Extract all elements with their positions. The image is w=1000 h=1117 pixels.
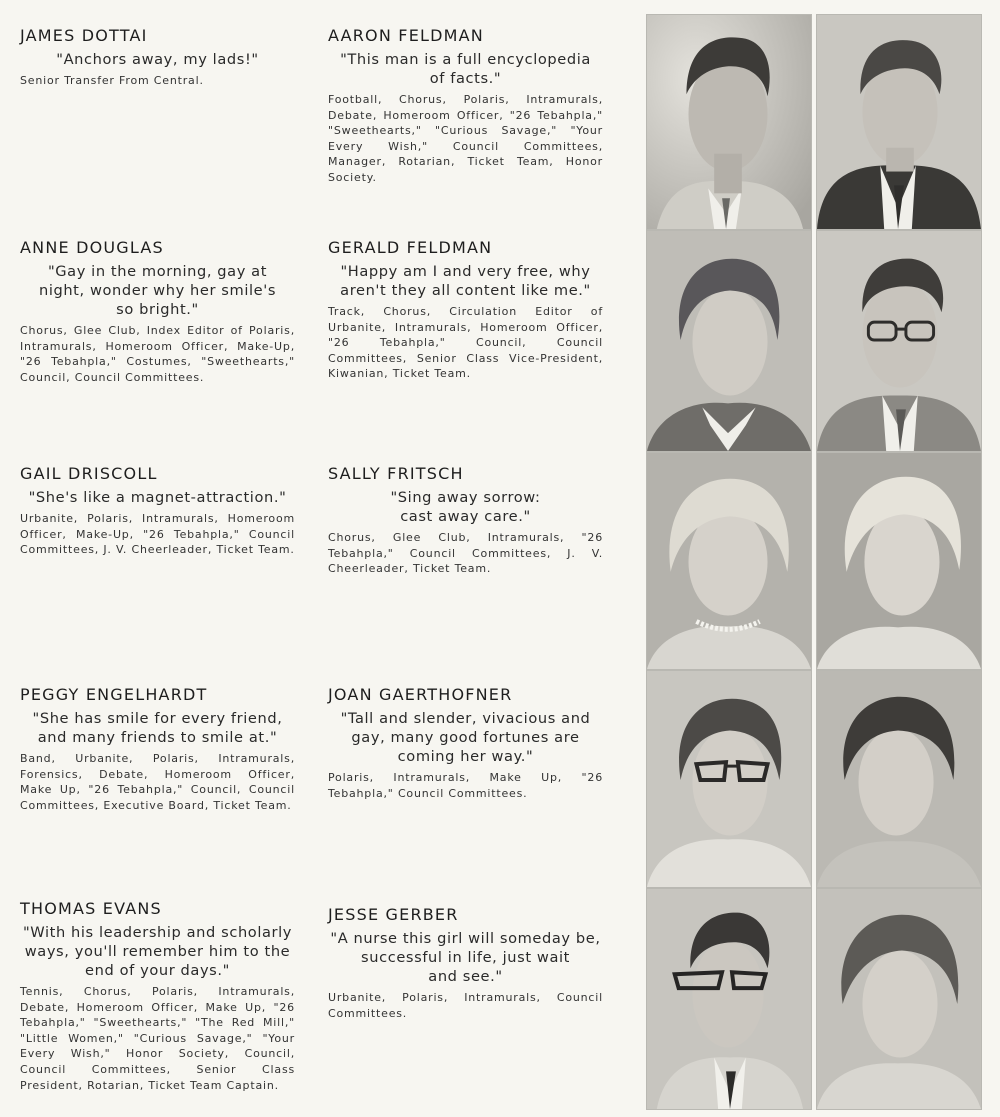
student-quote: "She's like a magnet-attraction." [28,489,287,506]
portrait-photo [646,670,812,888]
entry-gerald-feldman [328,238,603,382]
entry-james-dottai [20,26,295,89]
student-quote: "Tall and slender, vivacious and gay, many good fortunes are coming her way." [340,710,591,765]
student-name: GAIL DRISCOLL [20,464,158,483]
portrait-grid [646,14,982,1110]
student-activities: Football, Chorus, Polaris, Intramurals, Debate, Homeroom Officer, "26 Tebahpla," "Sweethearts," "Curious Savage," "Your Every Wish," Council Committees, Manager, Rotarian, Ticket Team, Honor Society. [328,93,603,184]
entry-peggy-engelhardt [20,685,295,813]
student-activities: Tennis, Chorus, Polaris, Intramurals, Debate, Homeroom Officer, Make Up, "26 Tebahpla," "Sweethearts," "The Red Mill," "Little Women," "Curious Savage," "Your Every Wish," Honor Society, Council, Council Committees, Senior Class President, Rotarian, Ticket Team Captain. [20,985,295,1092]
student-name: JOAN GAERTHOFNER [328,685,513,704]
student-name: PEGGY ENGELHARDT [20,685,208,704]
entry-anne-douglas [20,238,295,385]
portrait-photo [816,452,982,670]
entry-sally-fritsch [328,464,603,577]
portrait-photo [646,230,812,452]
portrait-photo [816,14,982,230]
student-quote: "This man is a full encyclopedia of facts." [340,51,591,87]
student-name: JESSE GERBER [328,905,459,924]
student-name: AARON FELDMAN [328,26,484,45]
student-quote: "Happy am I and very free, why aren't they all content like me." [340,263,591,299]
portrait-photo [646,452,812,670]
entry-joan-gaerthofner [328,685,603,801]
student-activities: Chorus, Glee Club, Index Editor of Polaris, Intramurals, Homeroom Officer, Make-Up, "26 Tebahpla," Costumes, "Sweethearts," Council, Council Committees. [20,324,295,384]
entry-aaron-feldman [328,26,603,186]
portrait-photo [646,14,812,230]
student-activities: Band, Urbanite, Polaris, Intramurals, Forensics, Debate, Homeroom Officer, Make Up, "26 Tebahpla," Council, Council Committees, Executive Board, Ticket Team. [20,752,295,812]
portrait-photo [816,670,982,888]
student-quote: "Anchors away, my lads!" [56,51,259,68]
portrait-photo [816,230,982,452]
student-quote: "Sing away sorrow: cast away care." [390,489,541,525]
student-name: JAMES DOTTAI [20,26,148,45]
entry-jesse-gerber [328,905,603,1021]
student-activities: Urbanite, Polaris, Intramurals, Homeroom Officer, Make-Up, "26 Tebahpla," Council Committees, J. V. Cheerleader, Ticket Team. [20,512,295,557]
student-name: GERALD FELDMAN [328,238,493,257]
student-quote: "She has smile for every friend, and many friends to smile at." [32,710,283,746]
entry-thomas-evans [20,899,295,1093]
student-activities: Track, Chorus, Circulation Editor of Urbanite, Intramurals, Homeroom Officer, "26 Tebahpla," Council, Council Committees, Senior Class Vice-President, Kiwanian, Ticket Team. [328,305,603,381]
student-quote: "With his leadership and scholarly ways, you'll remember him to the end of your days." [22,924,293,979]
student-name: THOMAS EVANS [20,899,162,918]
student-name: ANNE DOUGLAS [20,238,164,257]
student-activities: Senior Transfer From Central. [20,74,204,87]
portrait-photo [646,888,812,1110]
student-activities: Chorus, Glee Club, Intramurals, "26 Tebahpla," Council Committees, J. V. Cheerleader, Ticket Team. [328,531,603,576]
student-quote: "A nurse this girl will someday be, successful in life, just wait and see." [330,930,601,985]
student-quote: "Gay in the morning, gay at night, wonder why her smile's so bright." [38,263,277,318]
student-name: SALLY FRITSCH [328,464,464,483]
student-activities: Urbanite, Polaris, Intramurals, Council Committees. [328,991,603,1020]
entry-gail-driscoll [20,464,295,558]
portrait-photo [816,888,982,1110]
student-activities: Polaris, Intramurals, Make Up, "26 Tebahpla," Council Committees. [328,771,603,800]
